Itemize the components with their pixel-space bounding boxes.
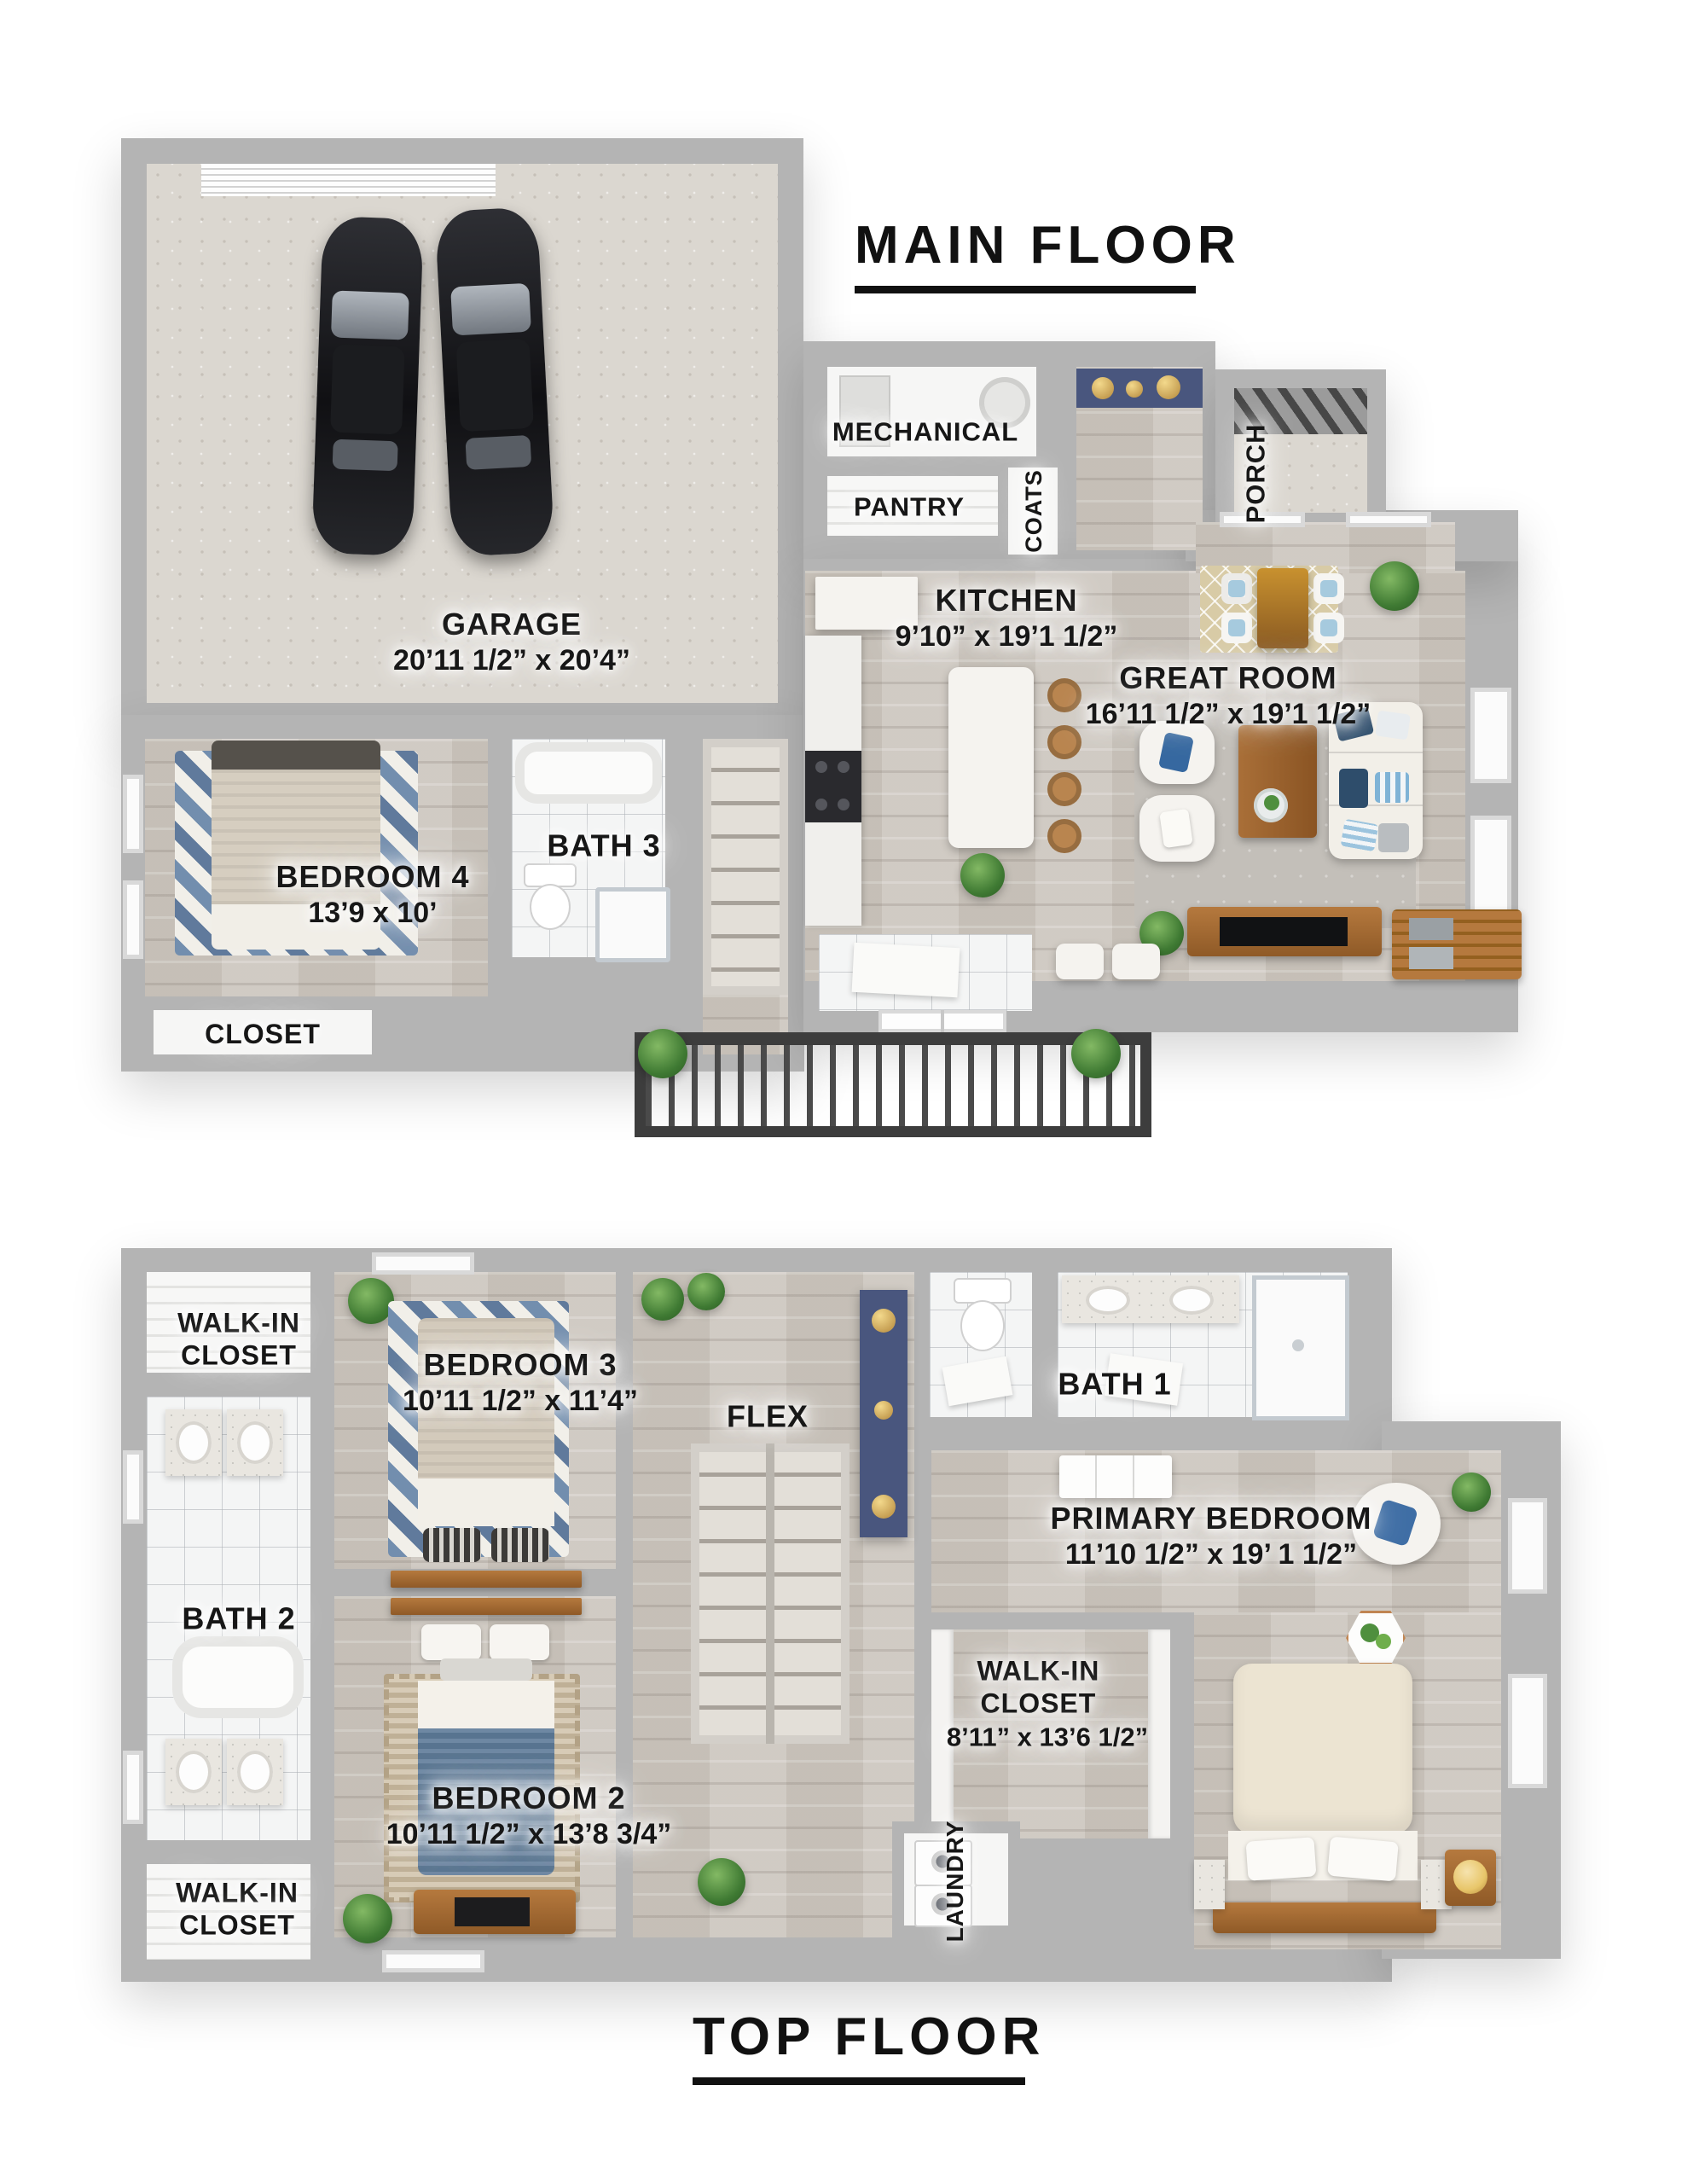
- flex-name: FLEX: [726, 1398, 809, 1434]
- primary-hex-plant-2: [1376, 1634, 1391, 1649]
- bedroom2-skylight: [382, 1950, 484, 1972]
- bath2-sink-1: [176, 1421, 212, 1464]
- pantry-name: PANTRY: [854, 491, 965, 522]
- bath2-vanity-top-1: [165, 1409, 222, 1476]
- bath1-sink-1: [1086, 1286, 1130, 1315]
- dining-window-2: [1346, 512, 1431, 527]
- entry-decor-3: [1157, 375, 1180, 399]
- primary-bed-platform: [1213, 1902, 1436, 1933]
- garage-dims: 20’11 1/2” x 20’4”: [393, 644, 630, 677]
- flex-decor-1: [872, 1309, 896, 1333]
- primary-lamp: [1453, 1860, 1487, 1894]
- bedroom3-pillow-2: [491, 1528, 549, 1562]
- primary-bedroom-label: [1050, 1500, 1371, 1571]
- balcony-plant-right: [1071, 1029, 1121, 1078]
- dining-chair-1-seat: [1228, 580, 1245, 597]
- bath2-vanity-bottom-1: [165, 1739, 222, 1805]
- dining-chair-4-seat: [1320, 619, 1337, 636]
- bedroom3-name: BEDROOM 3: [423, 1346, 618, 1382]
- entry-decor-1: [1092, 377, 1114, 399]
- sofa-pillow-4: [1375, 772, 1409, 803]
- island-stool-1: [1047, 678, 1081, 712]
- toilet-bowl: [960, 1300, 1005, 1351]
- dining-chair-2: [1221, 613, 1252, 643]
- bath2-window-1: [123, 1450, 143, 1524]
- kitchen-dims: 9’10” x 19’1 1/2”: [895, 620, 1118, 653]
- armchair-1-pillow: [1158, 732, 1194, 773]
- coffee-table-plant: [1264, 795, 1279, 810]
- car-1-roof: [330, 345, 405, 435]
- bedroom4-dims: 13’9 x 10’: [308, 897, 438, 930]
- bedroom4-window-2: [123, 880, 143, 959]
- bedroom3-sheet: [418, 1478, 554, 1526]
- coats-name: COATS: [1020, 469, 1047, 553]
- bath2-sink-4: [237, 1751, 273, 1793]
- kitchen-label: [896, 582, 1118, 653]
- toilet: [954, 1278, 1008, 1351]
- walk-in-closet-b-dims: 8’11” x 13’6 1/2”: [946, 1722, 1149, 1752]
- bath1-sink-2: [1169, 1286, 1214, 1315]
- main-floor-title: MAIN FLOOR: [855, 215, 1196, 293]
- pouf-2: [1112, 944, 1160, 979]
- walk-in-closet-a-label: [148, 1307, 331, 1373]
- primary-lamp-table: [1445, 1850, 1496, 1906]
- great-room-label: [1086, 659, 1371, 731]
- bench-tray-2: [1409, 947, 1453, 969]
- sofa-pillow-5: [1341, 819, 1379, 851]
- pantry-label: [854, 491, 965, 522]
- entry-mat: [852, 943, 960, 997]
- walk-in-closet-c-label: [146, 1877, 329, 1943]
- great-room-name: GREAT ROOM: [1119, 659, 1337, 695]
- entry-decor-2: [1126, 380, 1143, 398]
- range-burner-2: [838, 761, 850, 773]
- walk-in-closet-b-name: WALK-IN CLOSET: [977, 1655, 1100, 1719]
- bath3-name: BATH 3: [547, 828, 661, 863]
- primary-dresser: [1059, 1455, 1172, 1498]
- front-door-split: [941, 1010, 944, 1032]
- kitchen-name: KITCHEN: [935, 582, 1078, 618]
- car-2-roof: [455, 339, 534, 433]
- flex-plant-1: [641, 1278, 684, 1321]
- bath2-tub: [172, 1636, 304, 1718]
- bath3-label: [547, 827, 660, 863]
- bath3-toilet: [524, 863, 573, 930]
- bedroom2-pillow-1: [421, 1624, 481, 1660]
- car-1: [311, 216, 424, 556]
- flex-label: [727, 1397, 809, 1434]
- slat-bench: [1392, 909, 1522, 979]
- flex-decor-3: [872, 1495, 896, 1519]
- bath2-name: BATH 2: [182, 1600, 296, 1636]
- laundry-name: LAUNDRY: [942, 1820, 969, 1943]
- great-room-dims: 16’11 1/2” x 19’1 1/2”: [1085, 698, 1371, 731]
- bedroom4-name: BEDROOM 4: [275, 858, 470, 894]
- primary-duvet: [1233, 1664, 1412, 1834]
- bath2-sink-2: [237, 1421, 273, 1464]
- hall-plant: [698, 1858, 745, 1906]
- bath2-window-2: [123, 1751, 143, 1824]
- walk-in-closet-c-name: WALK-IN CLOSET: [176, 1877, 299, 1941]
- mechanical-name: MECHANICAL: [832, 416, 1019, 447]
- coats-label: [1020, 469, 1047, 553]
- garage-name: GARAGE: [441, 606, 582, 642]
- coffee-table: [1238, 725, 1317, 838]
- primary-armchair-pillow: [1372, 1499, 1418, 1548]
- bath2-vanity-bottom-2: [227, 1739, 283, 1805]
- bath3-shower: [595, 887, 670, 962]
- greatroom-window-1: [1470, 688, 1511, 783]
- dining-chair-2-seat: [1228, 619, 1245, 636]
- main-stairs: [703, 739, 788, 995]
- greatroom-plant-top: [1370, 561, 1419, 611]
- primary-window-1: [1508, 1498, 1547, 1594]
- entry-console: [1076, 369, 1203, 408]
- bath3-tub: [515, 742, 662, 804]
- bedroom2-desk: [414, 1890, 576, 1934]
- bath2-vanity-top-2: [227, 1409, 283, 1476]
- bedroom4-pillows: [212, 741, 380, 771]
- bath3-toilet-bowl: [530, 884, 571, 930]
- range-burner-1: [815, 761, 827, 773]
- bedroom3-dims: 10’11 1/2” x 11’4”: [402, 1385, 639, 1418]
- dining-chair-3: [1313, 573, 1344, 604]
- primary-pillow-1: [1245, 1837, 1316, 1880]
- front-door: [878, 1010, 1006, 1032]
- walk-in-closet-a-name: WALK-IN CLOSET: [177, 1307, 300, 1371]
- walk-in-closet-b-label: [947, 1655, 1148, 1753]
- sofa-pillow-6: [1378, 823, 1409, 852]
- kitchen-range: [805, 751, 861, 822]
- car-2: [434, 206, 554, 557]
- bath1-shower-drain: [1292, 1339, 1304, 1351]
- primary-nightstand-left: [1194, 1860, 1225, 1909]
- primary-bedroom-name: PRIMARY BEDROOM: [1050, 1500, 1372, 1536]
- bath1-name: BATH 1: [1058, 1366, 1172, 1402]
- bedroom2-label: [386, 1780, 672, 1851]
- bedroom3-label: [403, 1346, 638, 1418]
- primary-bedroom-dims: 11’10 1/2” x 19’ 1 1/2”: [1064, 1538, 1358, 1571]
- bedroom3-pillow-1: [423, 1528, 481, 1562]
- closet-label: [205, 1018, 321, 1050]
- top-floor-title: TOP FLOOR: [693, 2007, 1025, 2085]
- tv-console: [1187, 907, 1382, 956]
- bedroom2-plant: [343, 1894, 392, 1943]
- bedroom4-label: [275, 858, 469, 930]
- bedroom3-headboard-shelf: [391, 1571, 582, 1588]
- island-stool-3: [1047, 772, 1081, 806]
- dining-chair-1: [1221, 573, 1252, 604]
- bedroom3-skylight: [372, 1252, 474, 1275]
- porch-label: [1239, 424, 1271, 524]
- range-burner-3: [815, 799, 827, 810]
- bath2-label: [182, 1600, 295, 1636]
- kitchen-island: [948, 667, 1034, 848]
- primary-bed: [1228, 1664, 1418, 1906]
- closet-name: CLOSET: [205, 1018, 321, 1049]
- island-plant: [960, 853, 1005, 897]
- dining-chair-3-seat: [1320, 580, 1337, 597]
- pouf-1: [1056, 944, 1104, 979]
- armchair-2: [1139, 795, 1215, 862]
- car-1-windshield: [331, 290, 409, 340]
- primary-pillow-2: [1327, 1837, 1399, 1882]
- balcony-plant-left: [638, 1029, 687, 1078]
- sofa-pillow-3: [1339, 769, 1368, 808]
- bedroom3-plant: [348, 1278, 394, 1324]
- laundry-label: [941, 1821, 970, 1943]
- dining-table: [1257, 568, 1308, 648]
- bedroom2-dims: 10’11 1/2” x 13’8 3/4”: [386, 1818, 672, 1851]
- top-stairs-rail: [766, 1443, 774, 1744]
- flex-decor-2: [874, 1401, 893, 1420]
- bedroom2-sheet: [418, 1681, 554, 1730]
- primary-window-2: [1508, 1674, 1547, 1788]
- bedroom2-pillow-2: [490, 1624, 549, 1660]
- garage-door: [201, 164, 496, 196]
- range-burner-4: [838, 799, 850, 810]
- bedroom2-desk-top: [455, 1897, 530, 1926]
- dining-chair-4: [1313, 613, 1344, 643]
- island-stool-4: [1047, 819, 1081, 853]
- closet-b-shelf-right: [1148, 1629, 1170, 1838]
- garage-label: [393, 606, 630, 677]
- tv-screen: [1220, 917, 1348, 946]
- bath1-shower: [1252, 1275, 1349, 1420]
- bath1-vanity: [1062, 1275, 1239, 1323]
- bedroom4-window-1: [123, 775, 143, 853]
- bath1-label: [1058, 1365, 1171, 1402]
- flex-console: [860, 1290, 907, 1537]
- island-stool-2: [1047, 725, 1081, 759]
- car-1-rear-glass: [333, 439, 398, 471]
- car-2-rear-glass: [465, 435, 532, 469]
- sofa-pillow-2: [1375, 711, 1411, 741]
- armchair-2-pillow: [1159, 809, 1193, 848]
- porch-name: PORCH: [1240, 423, 1271, 524]
- mechanical-label: [832, 415, 1018, 447]
- car-2-windshield: [451, 283, 531, 335]
- bench-tray-1: [1409, 918, 1453, 940]
- flex-plant-2: [687, 1273, 725, 1310]
- top-stairs: [691, 1443, 850, 1744]
- primary-plant-top: [1452, 1472, 1491, 1512]
- bedroom2-name: BEDROOM 2: [432, 1780, 626, 1815]
- bedroom2-pillow-3: [440, 1658, 532, 1681]
- bath2-sink-3: [176, 1751, 212, 1793]
- bedroom2-headboard-shelf: [391, 1598, 582, 1615]
